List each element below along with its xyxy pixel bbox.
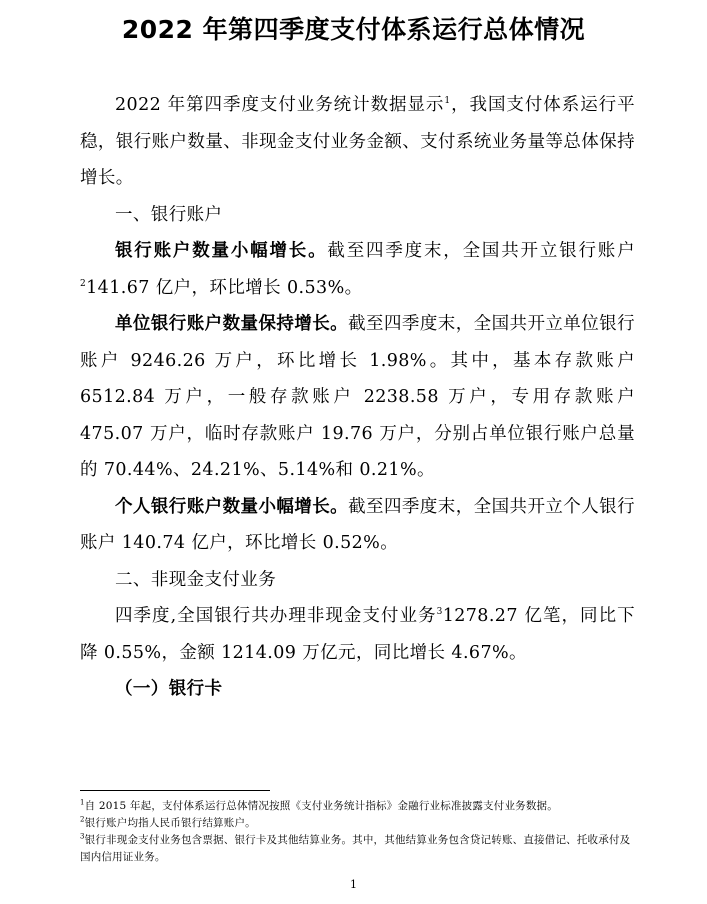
paragraph-noncash-payments bbox=[80, 598, 635, 671]
document-body bbox=[80, 87, 635, 708]
section-heading-noncash-payments: 二、非现金支付业务 bbox=[115, 569, 277, 590]
intro-text-end: ，我国支付体系运行平稳，银行账户数量、非现金支付业务金额、支付系统业务量等总体保持增长。 bbox=[80, 95, 635, 188]
paragraph-text-start: 截至四季度末，全国共开立银行账户 bbox=[327, 241, 635, 261]
footnotes bbox=[80, 798, 640, 866]
paragraph-text-end: 1278.27 亿笔，同比下降 0.55%，金额 1214.09 万亿元，同比增长 4.67%。 bbox=[80, 606, 635, 663]
document-title: 2022 年第四季度支付体系运行总体情况 bbox=[121, 15, 586, 44]
paragraph-text-start: 四季度,全国银行共办理非现金支付业务 bbox=[115, 606, 437, 626]
subsection-heading-bank-cards: （一）银行卡 bbox=[115, 679, 223, 699]
footnote bbox=[80, 798, 640, 815]
intro-text-start: 2022 年第四季度支付业务统计数据显示 bbox=[115, 95, 445, 115]
paragraph-unit-accounts bbox=[80, 306, 635, 489]
footnote-text: 银行非现金支付业务包含票据、银行卡及其他结算业务。其中，其他结算业务包含贷记转账、直接借记、托收承付及国内信用证业务。 bbox=[80, 834, 631, 863]
footnote-mark: 3 bbox=[80, 832, 85, 841]
paragraph-personal-accounts bbox=[80, 489, 635, 562]
footnote-mark: 1 bbox=[80, 798, 85, 807]
paragraph-text-end: 141.67 亿户，环比增长 0.53%。 bbox=[86, 277, 363, 298]
footnote-ref-1: 1 bbox=[444, 96, 451, 107]
footnote-mark: 2 bbox=[80, 815, 85, 824]
footnote-ref-2: 2 bbox=[80, 278, 87, 289]
footnote-text: 银行账户均指人民币银行结算账户。 bbox=[84, 817, 256, 829]
footnote bbox=[80, 815, 640, 832]
footnote bbox=[80, 832, 640, 866]
intro-paragraph bbox=[80, 87, 635, 197]
paragraph-text: 截至四季度末，全国共开立单位银行账户 9246.26 万户，环比增长 1.98%。其中，基本存款账户 6512.84 万户，一般存款账户 2238.58 万户，专用存款账户 475.07 万户，临时存款账户 19.76 万户，分别占单位银行账户总量的 70.44%、24.21%、5.14%和 0.21%。 bbox=[80, 314, 636, 480]
paragraph-lead: 个人银行账户数量小幅增长。 bbox=[115, 496, 349, 517]
footnote-text: 自 2015 年起，支付体系运行总体情况按照《支付业务统计指标》金融行业标准披露支付业务数据。 bbox=[84, 800, 558, 812]
paragraph-bank-accounts bbox=[80, 233, 635, 306]
footnote-divider bbox=[80, 790, 270, 791]
paragraph-lead: 银行账户数量小幅增长。 bbox=[115, 241, 328, 261]
paragraph-text: 截至四季度末，全国共开立个人银行账户 140.74 亿户，环比增长 0.52%。 bbox=[80, 496, 636, 553]
footnote-ref-3: 3 bbox=[436, 607, 443, 618]
page-number: 1 bbox=[350, 878, 357, 891]
paragraph-lead: 单位银行账户数量保持增长。 bbox=[115, 314, 349, 334]
section-heading-bank-accounts: 一、银行账户 bbox=[115, 204, 223, 225]
